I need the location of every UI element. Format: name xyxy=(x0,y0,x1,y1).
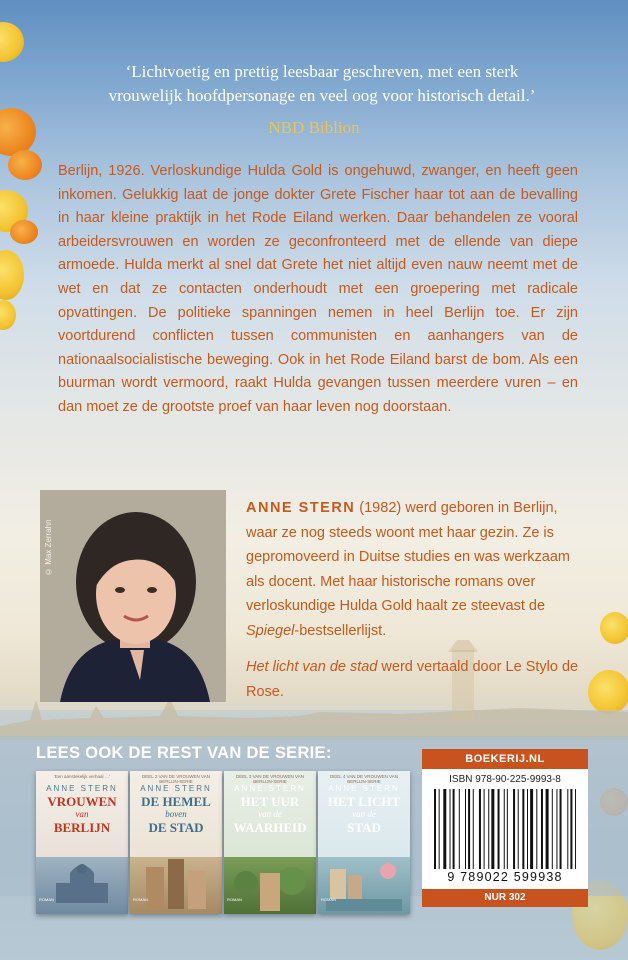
publisher-url: BOEKERIJ.NL xyxy=(422,749,588,769)
book-title-line: VROUWEN xyxy=(47,794,117,809)
review-quote xyxy=(62,60,582,108)
synopsis xyxy=(58,160,578,420)
bestseller-list-name: Spiegel xyxy=(246,622,295,639)
book-series-line: DEEL 3 VAN DE VROUWEN VAN BERLIJN-SERIE xyxy=(236,774,304,784)
book-title xyxy=(40,795,124,834)
review-quote-line: vrouwelijk hoofdpersonage en veel oog voor historisch detail.’ xyxy=(108,86,536,105)
series-book-cover xyxy=(318,771,410,914)
author-bio-text-end: -bestsellerlijst. xyxy=(294,622,387,639)
series-book-cover xyxy=(224,771,316,914)
book-title-line: van xyxy=(75,809,89,819)
book-genre: ROMAN xyxy=(39,897,54,902)
flower-decoration-icon xyxy=(0,250,24,300)
book-title-line: WAARHEID xyxy=(233,820,307,835)
book-title xyxy=(228,795,312,834)
book-title-line: STAD xyxy=(347,820,381,835)
book-title-line: van de xyxy=(352,809,376,819)
book-title-line: BERLIJN xyxy=(53,820,111,835)
nur-code: NUR 302 xyxy=(422,889,588,907)
book-series-line: DEEL 4 VAN DE VROUWEN VAN BERLIJN-SERIE xyxy=(330,774,398,784)
review-source: NBD Biblion xyxy=(268,118,360,137)
flower-decoration-icon xyxy=(8,150,42,180)
book-genre: ROMAN xyxy=(321,897,336,902)
author-name: ANNE STERN xyxy=(246,500,356,516)
series-heading: LEES OOK DE REST VAN DE SERIE: xyxy=(36,744,332,762)
series-book-cover xyxy=(130,771,222,914)
book-title-line: van de xyxy=(258,809,282,819)
photo-credit: © Max Zerrahn xyxy=(44,519,53,576)
book-author: ANNE STERN xyxy=(328,784,400,793)
book-title-line: DE HEMEL xyxy=(141,794,211,809)
river-town-illustration xyxy=(326,861,402,911)
book-genre: ROMAN xyxy=(133,897,148,902)
garden-illustration xyxy=(232,863,308,911)
author-portrait-illustration xyxy=(40,490,226,702)
flower-decoration-icon xyxy=(0,22,24,62)
book-series-line: ‘Een aanstekelijk verhaal …’ xyxy=(53,774,111,779)
book-series-line: DEEL 2 VAN DE VROUWEN VAN BERLIJN-SERIE xyxy=(142,774,210,784)
book-title-line: HET LICHT xyxy=(327,794,401,809)
series-book-cover xyxy=(36,771,128,914)
barcode-block xyxy=(422,749,588,907)
synopsis-text: Berlijn, 1926. Verloskundige Hulda Gold is ongehuwd, zwanger, en heeft geen inkomen. Gelukkig laat de jonge dokter Grete Fischer haar tot aan de bevalling in haar kleine praktijk in het Rode Eiland werken. Daar behandelen ze vooral arbeidersvrouwen en worden ze geconfronteerd met de ellende van diepe armoede. Hulda merkt al snel dat Grete het niet altijd even nauw neemt met de wet en dat ze contacten onderhoudt met een groepering met radicale opvattingen. De politieke spanningen nemen in heel Berlijn toe. Er zijn voortdurend conflicten tussen communisten en aanhangers van de nationaalsocialistische beweging. Ook in het Rode Eiland barst de bom. Als een buurman wordt vermoord, raakt Hulda gevangen tussen meerdere vuren – en dan moet ze de grootste proef van haar leven nog doorstaan. xyxy=(58,163,578,415)
translation-credit: werd vertaald door Le Stylo de Rose. xyxy=(246,659,579,700)
review-quote-line: ‘Lichtvoetig en prettig leesbaar geschreven, met een sterk xyxy=(125,62,519,81)
author-photo xyxy=(40,490,226,702)
flower-decoration-icon xyxy=(0,300,16,330)
city-street-illustration xyxy=(140,857,212,909)
cathedral-illustration xyxy=(50,863,114,903)
translated-title: Het licht van de stad xyxy=(246,659,378,675)
author-bio xyxy=(246,496,591,704)
book-title-line: HET UUR xyxy=(240,794,300,809)
book-author: ANNE STERN xyxy=(46,784,118,793)
author-bio-text: (1982) werd geboren in Berlijn, waar ze nog steeds woont met haar gezin. Ze is gepromoveerd in Duitse studies en was werkzaam als docent. Met haar historische romans over verloskundige Hulda Gold haalt ze steevast de xyxy=(246,500,570,614)
book-author: ANNE STERN xyxy=(140,784,212,793)
barcode-panel xyxy=(422,769,588,889)
book-title-line: boven xyxy=(165,809,187,819)
book-title xyxy=(134,795,218,834)
barcode-digits: 9 789022 599938 xyxy=(447,870,563,884)
flower-decoration-icon xyxy=(10,220,38,244)
book-genre: ROMAN xyxy=(227,897,242,902)
barcode-icon xyxy=(434,789,576,869)
book-author: ANNE STERN xyxy=(234,784,306,793)
book-title-line: DE STAD xyxy=(148,820,204,835)
isbn-label: ISBN 978-90-225-9993-8 xyxy=(449,774,561,785)
book-title xyxy=(322,795,406,834)
